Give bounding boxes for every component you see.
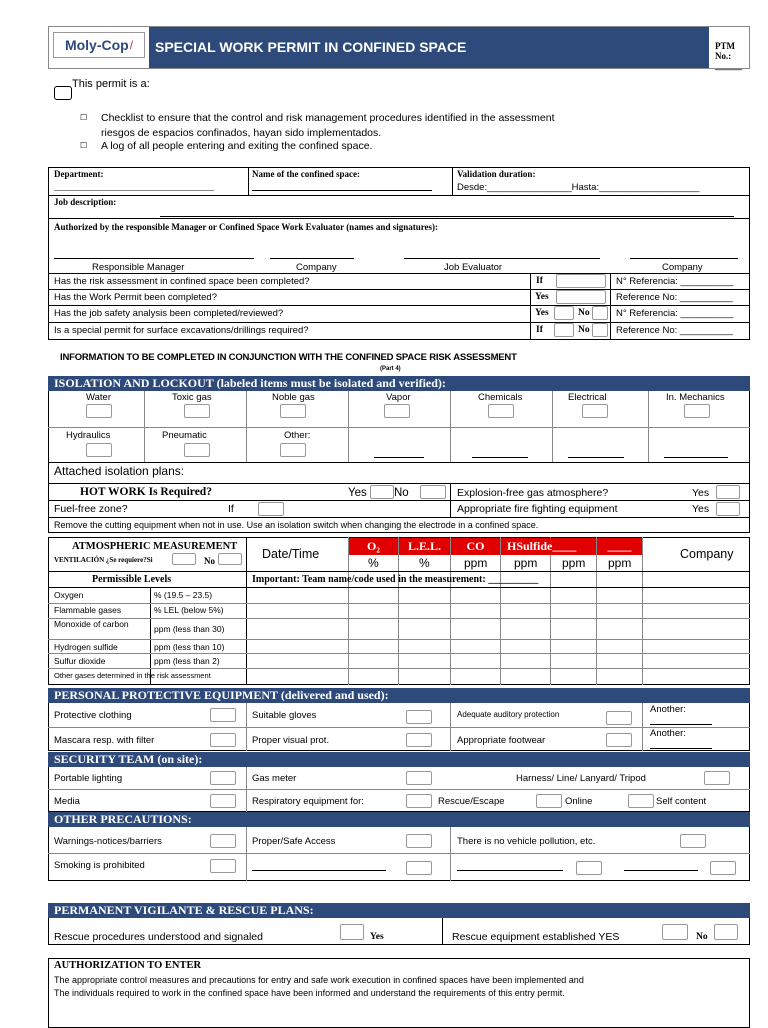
sec-media-box[interactable] <box>210 794 236 808</box>
authorization-title: AUTHORIZATION TO ENTER <box>54 960 202 971</box>
answer-1: If <box>536 276 543 286</box>
answer-4-no-box[interactable] <box>592 323 608 337</box>
hotwork-yes-box[interactable] <box>370 485 394 499</box>
iso-electrical: Electrical <box>568 392 607 403</box>
sec-respiratory-box[interactable] <box>406 794 432 808</box>
level-so2: ppm (less than 2) <box>154 656 220 666</box>
other-access: Proper/Safe Access <box>252 836 336 847</box>
sec-self: Self content <box>656 796 707 807</box>
ventilation-yes-box[interactable] <box>172 553 196 565</box>
sig-label-evaluator: Job Evaluator <box>444 262 503 273</box>
iso-noble-gas: Noble gas <box>272 392 315 403</box>
rescue-equipment-no-box[interactable] <box>714 924 738 940</box>
authorized-label: Authorized by the responsible Manager or Confined Space Work Evaluator (names and signatures): <box>54 222 439 232</box>
other-vehicle: There is no vehicle pollution, etc. <box>457 836 596 847</box>
permissible-label: Permissible Levels <box>92 574 172 585</box>
ppe-header: PERSONAL PROTECTIVE EQUIPMENT (delivered and used): <box>48 688 750 703</box>
lel-header: L.E.L. <box>399 538 450 555</box>
ppe-footwear: Appropriate footwear <box>457 735 546 746</box>
sig-label-company: Company <box>296 262 337 273</box>
confined-name-field[interactable] <box>252 190 432 191</box>
date-time-label: Date/Time <box>262 547 320 561</box>
other-warnings-box[interactable] <box>210 834 236 848</box>
sec-gas-meter: Gas meter <box>252 773 297 784</box>
ventilation-label: VENTILACIÓN ¿Se requiere?Si <box>54 556 153 564</box>
answer-2: Yes <box>535 292 549 302</box>
iso-chemicals: Chemicals <box>478 392 523 403</box>
co-header: CO <box>451 538 500 555</box>
firefighting-yes-box[interactable] <box>716 502 740 516</box>
answer-3-no-box[interactable] <box>592 306 608 320</box>
ppe-another-2-field[interactable] <box>650 748 712 749</box>
sec-harness: Harness/ Line/ Lanyard/ Tripod <box>516 773 646 784</box>
ppe-visual: Proper visual prot. <box>252 735 330 746</box>
other-warnings: Warnings-notices/barriers <box>54 836 162 847</box>
level-hs: ppm (less than 10) <box>154 642 225 652</box>
answer-3-yes-box[interactable] <box>554 306 574 320</box>
question-1: Has the risk assessment in confined space been completed? <box>54 276 310 287</box>
other-blank-field[interactable] <box>624 870 698 871</box>
other-smoking: Smoking is prohibited <box>54 860 145 871</box>
explosion-yes-box[interactable] <box>716 485 740 499</box>
intro-bullet-1: Checklist to ensure that the control and risk management procedures identified in the assessment <box>101 112 555 124</box>
authorization-line-1: The appropriate control measures and precautions for entry and safe work execution in confined spaces have been implemented and <box>54 975 584 985</box>
hs-header: HSulfide____ <box>501 538 596 555</box>
iso-vapor-box[interactable] <box>384 404 410 418</box>
iso-noble-box[interactable] <box>280 404 306 418</box>
explosion-label: Explosion-free gas atmosphere? <box>457 487 609 499</box>
fuel-free-if: If <box>228 503 234 515</box>
rescue-procedures-box[interactable] <box>340 924 364 940</box>
iso-mechanics: In. Mechanics <box>666 392 725 403</box>
iso-blank-line[interactable] <box>472 457 528 458</box>
job-description-label: Job description: <box>54 197 117 207</box>
ppe-auditory-box[interactable] <box>606 711 632 725</box>
sec-media: Media <box>54 796 80 807</box>
iso-toxic-gas: Toxic gas <box>172 392 212 403</box>
explosion-yes: Yes <box>692 487 710 499</box>
iso-blank-line[interactable] <box>664 457 728 458</box>
unit-blank: ppm <box>608 556 632 570</box>
iso-water: Water <box>86 392 111 403</box>
iso-elec-box[interactable] <box>582 404 608 418</box>
answer-3-no: No <box>578 308 590 318</box>
firefighting-label: Appropriate fire fighting equipment <box>457 503 618 515</box>
gas-co: Monoxide of carbon <box>54 619 129 629</box>
o2-header: O₂ <box>349 538 398 555</box>
ppe-another-1: Another: <box>650 704 686 715</box>
permit-type-checkbox[interactable] <box>54 86 72 100</box>
other-blank-box[interactable] <box>576 861 602 875</box>
iso-other: Other: <box>284 430 311 441</box>
unit-hs2: ppm <box>562 556 586 570</box>
hotwork-title: HOT WORK Is Required? <box>80 486 212 498</box>
other-vehicle-box[interactable] <box>680 834 706 848</box>
ppe-another-2: Another: <box>650 728 686 739</box>
sig-label-company: Company <box>662 262 703 273</box>
title-bar: SPECIAL WORK PERMIT IN CONFINED SPACE <box>149 27 709 68</box>
sec-harness-box[interactable] <box>704 771 730 785</box>
confined-name-label: Name of the confined space: <box>252 169 360 179</box>
answer-2-box[interactable] <box>556 290 606 304</box>
iso-vapor: Vapor <box>386 392 411 403</box>
sec-rescue-box[interactable] <box>536 794 562 808</box>
ppe-footwear-box[interactable] <box>606 733 632 747</box>
logo: Moly-Cop / <box>53 32 145 58</box>
ptm-number: PTM No.: ______ <box>715 41 742 71</box>
rescue-equipment: Rescue equipment established YES <box>452 931 620 943</box>
gas-hs: Hydrogen sulfide <box>54 642 118 652</box>
answer-4-yes-box[interactable] <box>554 323 574 337</box>
sec-respiratory: Respiratory equipment for: <box>252 796 364 807</box>
ref-3[interactable]: N° Referencia: __________ <box>616 308 734 319</box>
other-blank-field[interactable] <box>252 870 386 871</box>
ventilation-no-box[interactable] <box>218 553 242 565</box>
iso-blank-line[interactable] <box>374 457 424 458</box>
iso-pneumatic: Pneumatic <box>162 430 207 441</box>
iso-hydraulics: Hydraulics <box>66 430 111 441</box>
iso-mech-box[interactable] <box>684 404 710 418</box>
sec-online-box[interactable] <box>628 794 654 808</box>
other-header: OTHER PRECAUTIONS: <box>48 812 750 827</box>
question-3: Has the job safety analysis been completed/reviewed? <box>54 308 284 319</box>
ppe-clothing: Protective clothing <box>54 710 132 721</box>
intro-bullet-2: A log of all people entering and exiting the confined space. <box>101 140 373 152</box>
sec-rescue: Rescue/Escape <box>438 796 505 807</box>
iso-toxic-box[interactable] <box>184 404 210 418</box>
attached-isolation-plans: Attached isolation plans: <box>54 464 185 478</box>
ppe-clothing-box[interactable] <box>210 708 236 722</box>
iso-blank-line[interactable] <box>568 457 624 458</box>
bullet-icon: ☐ <box>80 141 88 150</box>
answer-1-box[interactable] <box>556 274 606 288</box>
other-smoking-box[interactable] <box>210 859 236 873</box>
hotwork-yes: Yes <box>348 487 367 499</box>
hotwork-no: No <box>394 487 409 499</box>
company-header: Company <box>680 547 734 561</box>
intro-bullet-1-cont: riesgos de espacios confinados, hayan sido implementados. <box>101 127 382 139</box>
signature-line[interactable] <box>404 258 600 259</box>
unit-o2: % <box>368 556 379 570</box>
unit-hs: ppm <box>514 556 538 570</box>
gas-other: Other gases determined in the risk assessment <box>54 671 211 680</box>
desde-hasta[interactable]: Desde:________________Hasta:___________________ <box>457 182 700 193</box>
answer-3: Yes <box>535 308 549 318</box>
ppe-gloves: Suitable gloves <box>252 710 317 721</box>
vigilante-header: PERMANENT VIGILANTE & RESCUE PLANS: <box>48 903 750 918</box>
blank-header: ____ <box>597 538 642 555</box>
level-oxygen: % (19.5 – 23.5) <box>154 590 213 600</box>
iso-chem-box[interactable] <box>488 404 514 418</box>
sec-gas-meter-box[interactable] <box>406 771 432 785</box>
question-2: Has the Work Permit been completed? <box>54 292 217 303</box>
iso-other-box[interactable] <box>280 443 306 457</box>
isolation-header: ISOLATION AND LOCKOUT (labeled items must be isolated and verified): <box>48 376 750 391</box>
security-header: SECURITY TEAM (on site): <box>48 752 750 767</box>
part-label: (Part 4) <box>380 366 401 372</box>
header <box>48 26 750 69</box>
gas-so2: Sulfur dioxide <box>54 656 106 666</box>
fuel-free-box[interactable] <box>258 502 284 516</box>
ppe-gloves-box[interactable] <box>406 710 432 724</box>
info-title: INFORMATION TO BE COMPLETED IN CONJUNCTION WITH THE CONFINED SPACE RISK ASSESSMENT <box>60 352 517 363</box>
sig-label-manager: Responsible Manager <box>92 262 185 273</box>
ppe-auditory: Adequate auditory protection <box>457 710 560 719</box>
answer-4-no: No <box>578 325 590 335</box>
rescue-procedures-yes: Yes <box>370 932 384 942</box>
department-field[interactable] <box>54 190 214 191</box>
gas-flammable: Flammable gases <box>54 605 122 615</box>
logo-swoosh-icon: / <box>129 38 134 52</box>
job-description-field[interactable] <box>160 216 734 217</box>
ppe-mask-box[interactable] <box>210 733 236 747</box>
ppe-another-1-field[interactable] <box>650 724 712 725</box>
fuel-free-label: Fuel-free zone? <box>54 503 128 515</box>
answer-4: If <box>536 325 543 335</box>
signature-line[interactable] <box>54 258 254 259</box>
gas-oxygen: Oxygen <box>54 590 84 600</box>
level-co: ppm (less than 30) <box>154 624 225 634</box>
important-label: Important: Team name/code used in the measurement: __________ <box>252 574 539 585</box>
iso-hyd-box[interactable] <box>86 443 112 457</box>
this-permit-label: This permit is a: <box>72 78 150 90</box>
ppe-mask: Mascara resp. with filter <box>54 735 155 746</box>
atmos-title: ATMOSPHERIC MEASUREMENT <box>72 541 238 552</box>
ref-1[interactable]: N° Referencia: __________ <box>616 276 734 287</box>
authorization-line-2: The individuals required to work in the confined space have been informed and understand the requirements of this entry permit. <box>54 988 565 998</box>
ref-4[interactable]: Reference No: __________ <box>616 325 733 336</box>
ref-2[interactable]: Reference No: __________ <box>616 292 733 303</box>
sec-lighting-box[interactable] <box>210 771 236 785</box>
sec-lighting: Portable lighting <box>54 773 123 784</box>
ventilation-no: No <box>204 556 215 566</box>
validation-label: Validation duration: <box>457 169 536 179</box>
unit-lel: % <box>419 556 430 570</box>
other-blank-box[interactable] <box>710 861 736 875</box>
remove-note: Remove the cutting equipment when not in use. Use an isolation switch when changing the electrode in a confined space. <box>54 520 539 530</box>
department-label: Department: <box>54 169 104 179</box>
unit-co: ppm <box>464 556 488 570</box>
firefighting-yes: Yes <box>692 503 710 515</box>
rescue-equipment-box[interactable] <box>662 924 688 940</box>
question-4: Is a special permit for surface excavations/drillings required? <box>54 325 309 336</box>
other-access-box[interactable] <box>406 834 432 848</box>
other-blank-box[interactable] <box>406 861 432 875</box>
bullet-icon: ☐ <box>80 113 88 122</box>
iso-water-box[interactable] <box>86 404 112 418</box>
rescue-procedures: Rescue procedures understood and signaled <box>54 931 263 943</box>
signature-line[interactable] <box>270 258 354 259</box>
iso-pneu-box[interactable] <box>184 443 210 457</box>
ppe-visual-box[interactable] <box>406 733 432 747</box>
rescue-equipment-no: No <box>696 932 708 942</box>
level-flammable: % LEL (below 5%) <box>154 605 224 615</box>
sec-online: Online <box>565 796 593 807</box>
signature-line[interactable] <box>630 258 738 259</box>
other-blank-field[interactable] <box>457 870 563 871</box>
hotwork-no-box[interactable] <box>420 485 446 499</box>
